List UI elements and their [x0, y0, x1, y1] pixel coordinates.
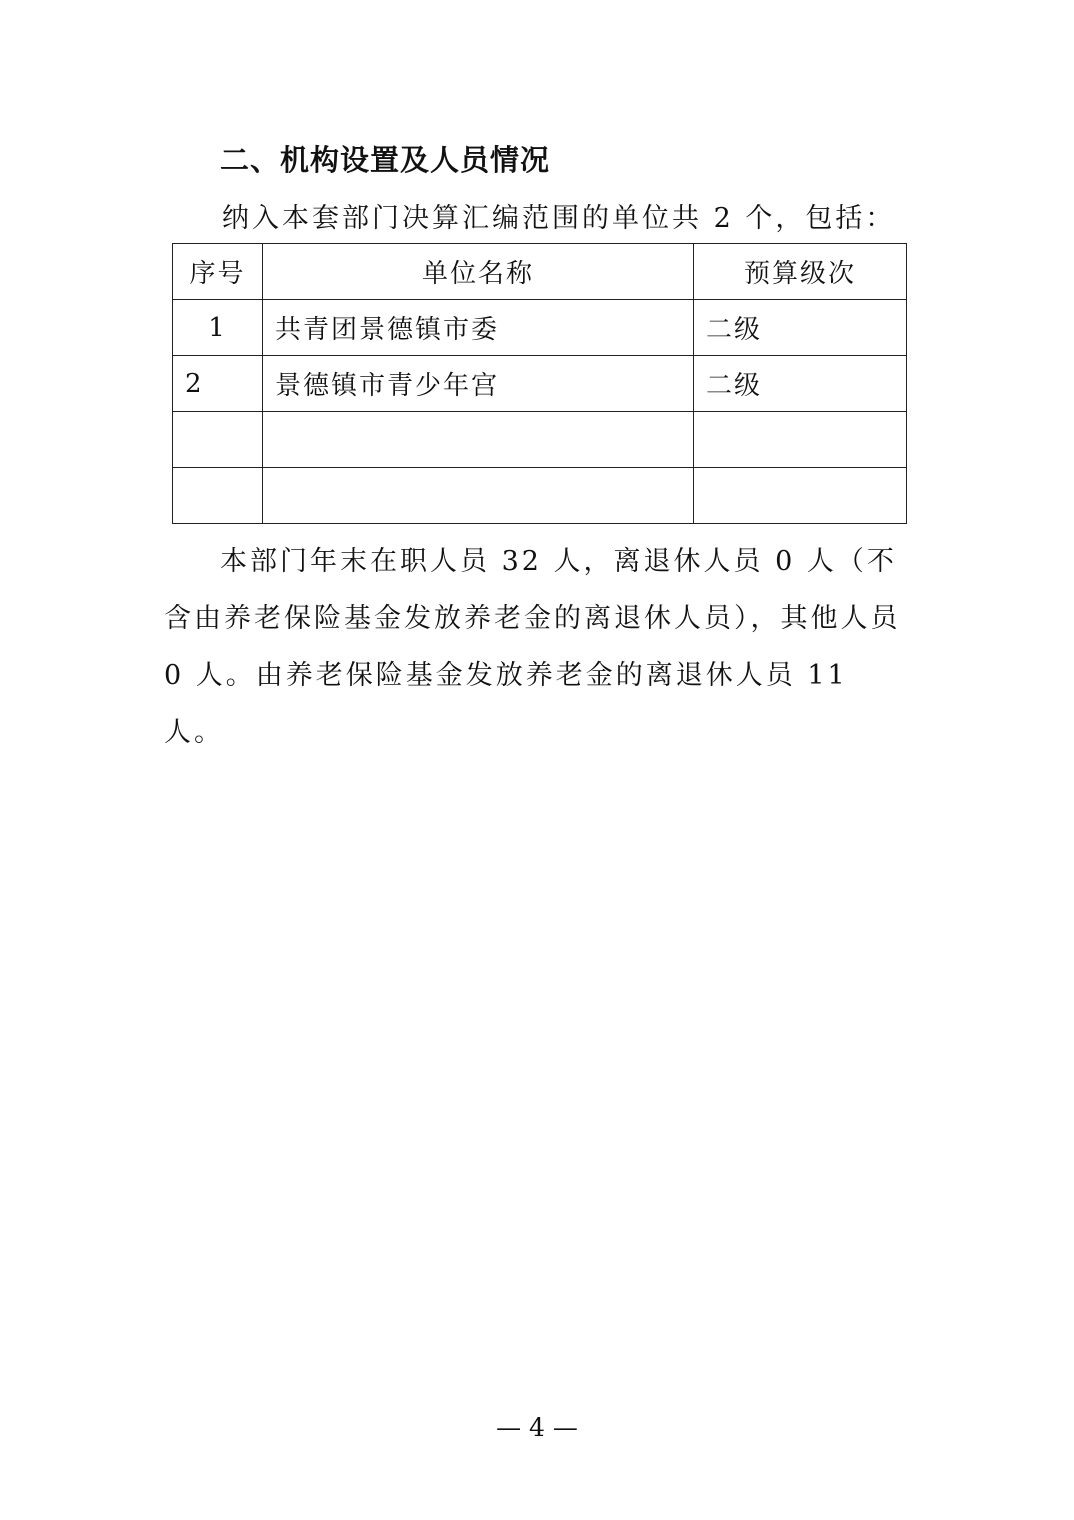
table-cell: 二级: [694, 356, 907, 412]
table-row: [173, 356, 907, 412]
table-cell: 1: [173, 300, 263, 356]
table-header-row: [173, 244, 907, 300]
table-cell: 2: [173, 356, 263, 412]
table-cell: [263, 412, 694, 468]
header-cell-unit-name: 单位名称: [263, 244, 694, 300]
table-cell: [694, 468, 907, 524]
table-cell: 景德镇市青少年宫: [263, 356, 694, 412]
table-row: [173, 300, 907, 356]
header-cell-serial: 序号: [173, 244, 263, 300]
section-heading: 二、机构设置及人员情况: [220, 143, 551, 177]
header-cell-budget-level: 预算级次: [694, 244, 907, 300]
table-row: [173, 412, 907, 468]
units-table: [172, 243, 907, 524]
personnel-paragraph: 本部门年末在职人员 32 人，离退休人员 0 人（不含由养老保险基金发放养老金的离退休人员），其他人员 0 人。由养老保险基金发放养老金的离退休人员 11 人。: [164, 546, 901, 748]
table-cell: [173, 412, 263, 468]
page-number: — 4 —: [496, 1413, 578, 1442]
table-cell: [263, 468, 694, 524]
table-cell: 二级: [694, 300, 907, 356]
table-cell: [694, 412, 907, 468]
table-cell: 共青团景德镇市委: [263, 300, 694, 356]
table-cell: [173, 468, 263, 524]
table-row: [173, 468, 907, 524]
intro-text: 纳入本套部门决算汇编范围的单位共 2 个，包括：: [222, 203, 896, 234]
